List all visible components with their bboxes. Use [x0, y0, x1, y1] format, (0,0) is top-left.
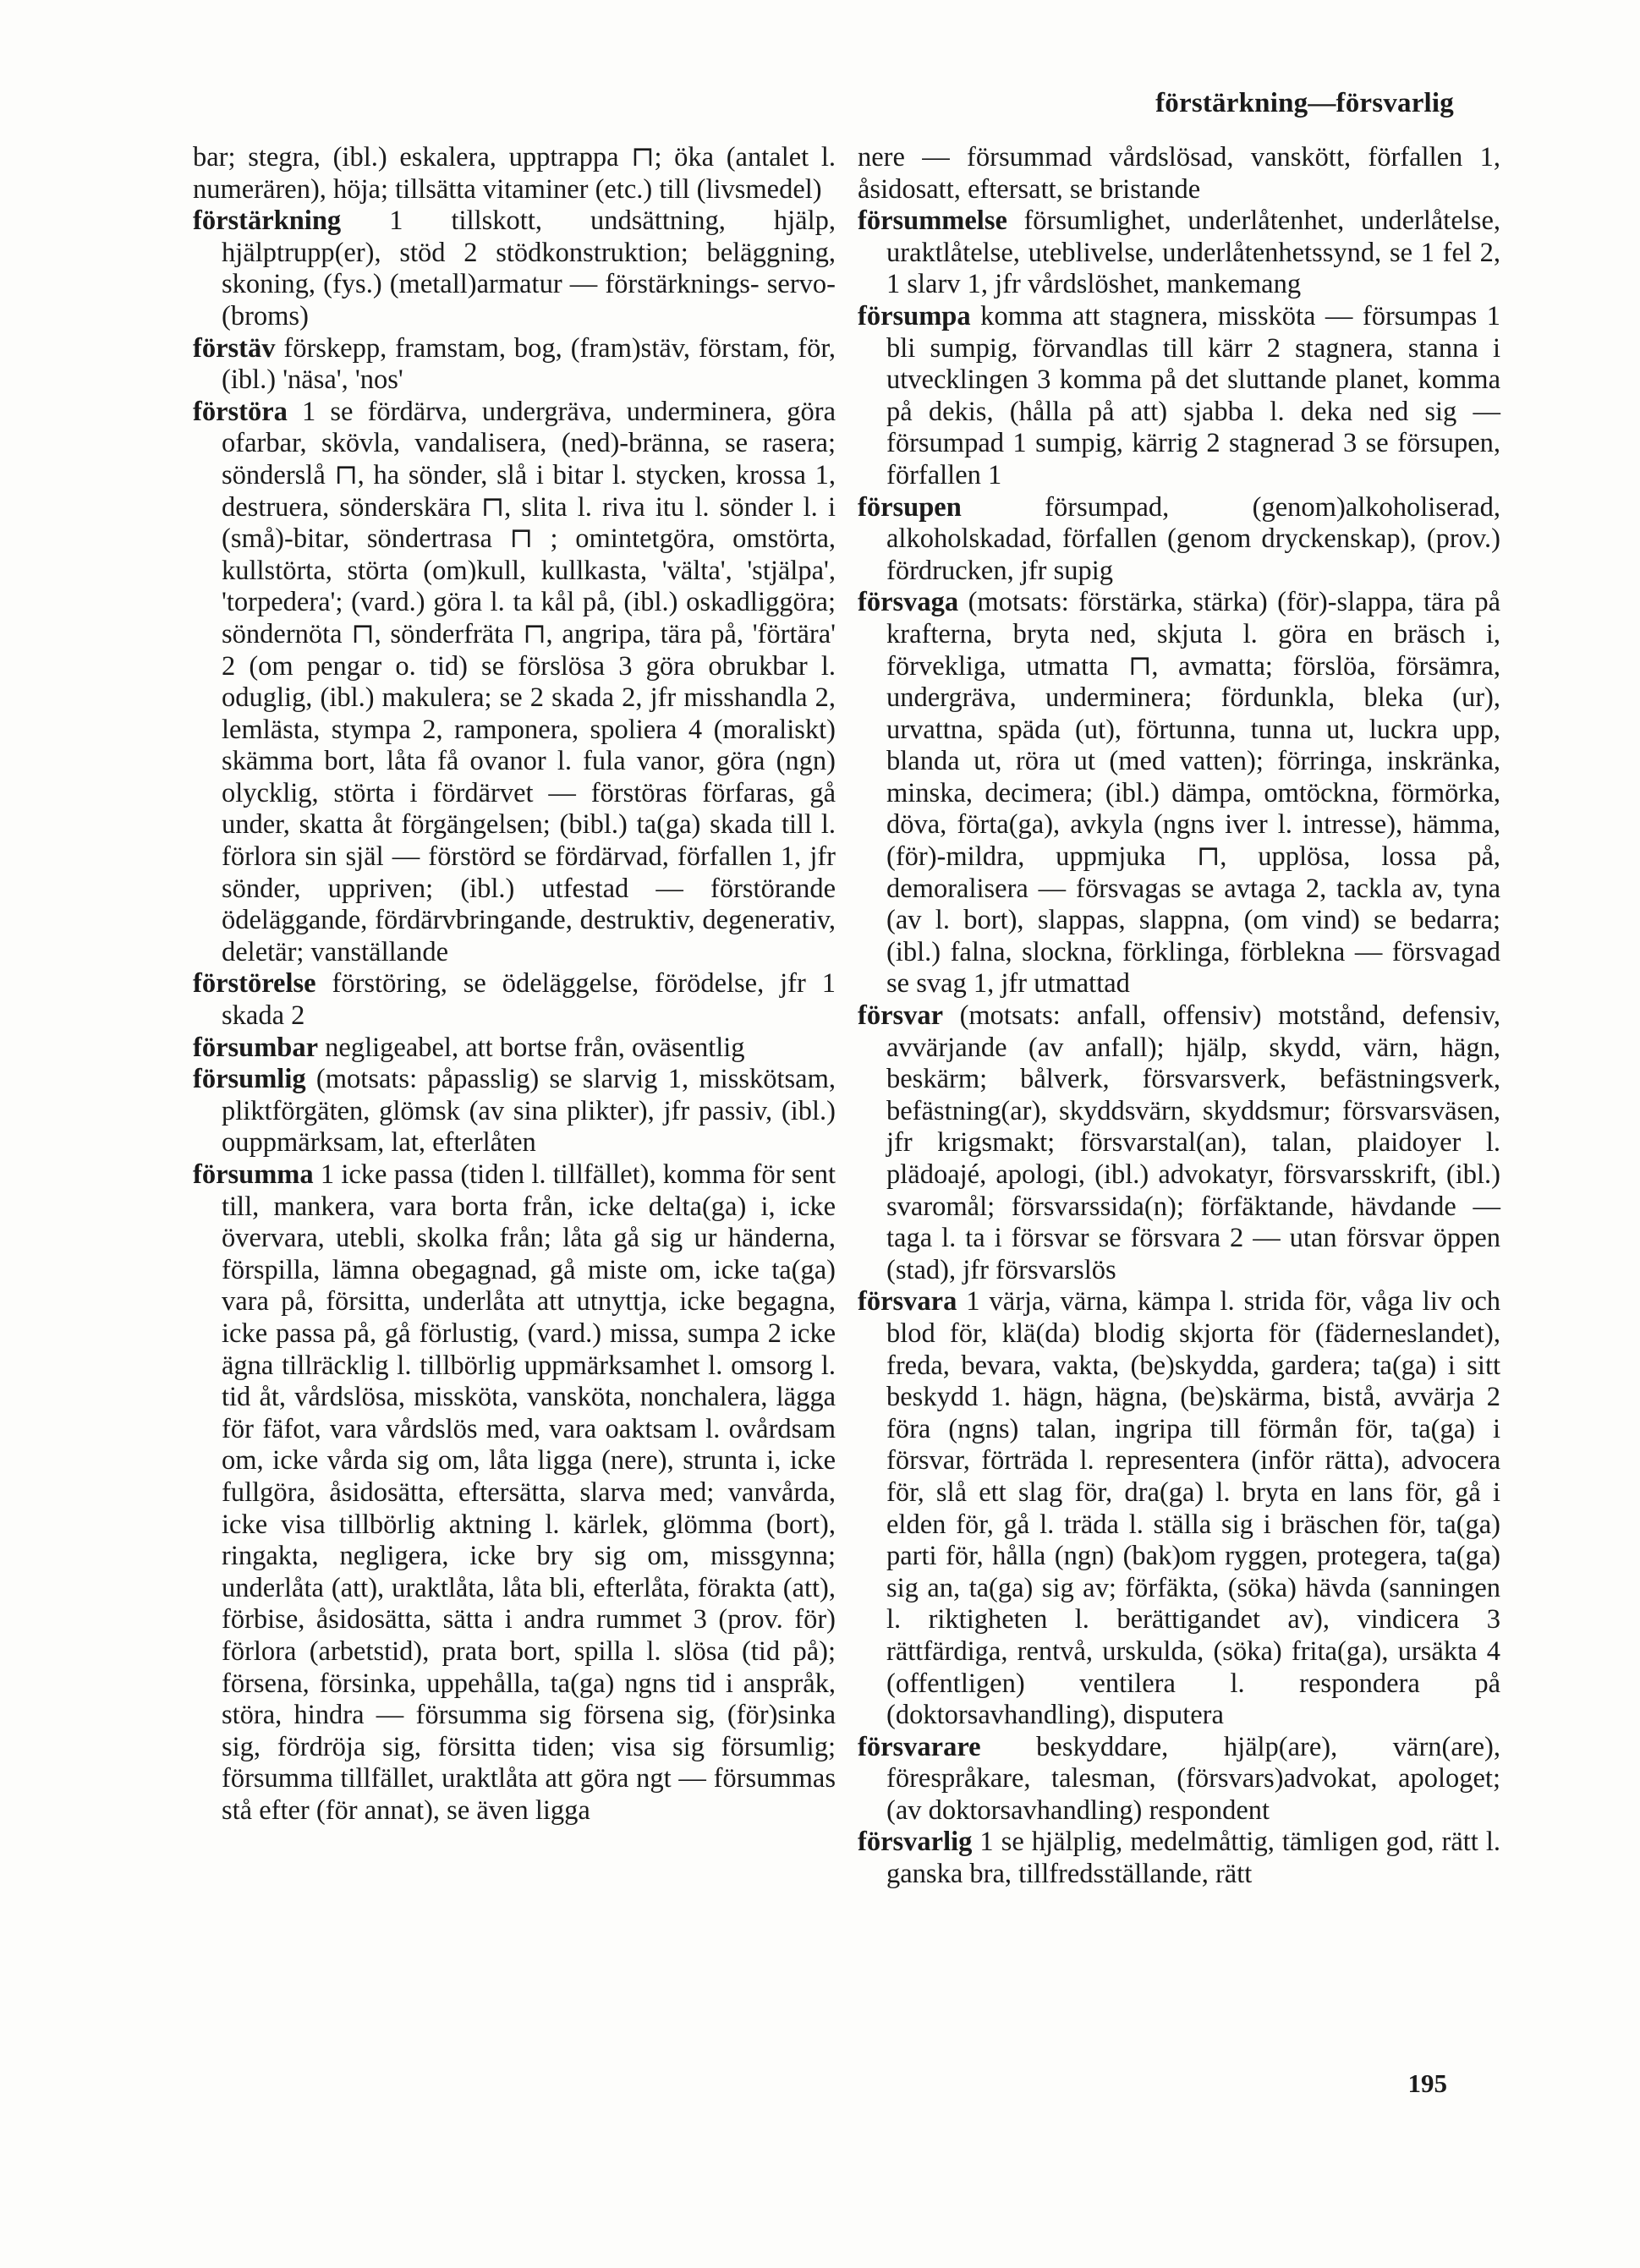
headword: förstäv — [193, 332, 276, 364]
dictionary-entry: försvara 1 värja, värna, kämpa l. strida för, våga liv och blod för, klä(da) blodig skjorta för (fäderneslandet), freda, bevara, vakta, (be)skydda, gardera; ta(ga) i sitt beskydd 1. hägn, hägna, (be)skärma, bistå, avvärja 2 föra (ngns) talan, ingripa till förmån för, ta(ga) i försvar, förträda l. representera (inför rätta), advocera för, slå ett slag för, dra(ga) l. bryta en lans för, gå i elden för, gå l. träda l. ställa sig i bräschen för, ta(ga) parti för, hålla (ngn) (bak)om ryggen, protegera, ta(ga) sig an, ta(ga) sig av; förfäkta, (söka) hävda (sanningen l. riktigheten l. berättigandet av), vindicera 3 rättfärdiga, rentvå, urskulda, (söka) frita(ga), ursäkta 4 (offentligen) ventilera l. respondera på (doktorsavhandling), disputera — [858, 1286, 1500, 1731]
dictionary-entry: försumpa komma att stagnera, missköta — försumpas 1 bli sumpig, förvandlas till kärr 2 stagnera, stanna i utvecklingen 3 komma på det sluttande planet, komma på dekis, (hålla på att) sjabba l. deka ned sig — försumpad 1 sumpig, kärrig 2 stagnerad 3 se försupen, förfallen 1 — [858, 300, 1500, 490]
dictionary-entry: försvarare beskyddare, hjälp(are), värn(are), förespråkare, talesman, (försvars)advokat, apologet; (av doktorsavhandling) respondent — [858, 1731, 1500, 1826]
headword: försvarlig — [858, 1827, 973, 1858]
running-head: förstärkning—försvarlig — [1155, 88, 1454, 118]
dictionary-entry: nere — försummad vårdslösad, vanskött, förfallen 1, åsidosatt, eftersatt, se bristande — [858, 142, 1500, 205]
dictionary-entry: försvarlig 1 se hjälplig, medelmåttig, tämligen god, rätt l. ganska bra, tillfredsställande, rätt — [858, 1827, 1500, 1890]
dictionary-entry: förstäv förskepp, framstam, bog, (fram)stäv, förstam, för, (ibl.) 'näsa', 'nos' — [193, 332, 836, 396]
dictionary-entry: försumbar negligeabel, att bortse från, oväsentlig — [193, 1032, 745, 1063]
right-column — [858, 142, 1500, 1891]
dictionary-entry: försvaga (motsats: förstärka, stärka) (för)-slappa, tära på krafterna, bryta ned, skjuta l. göra en bräsch i, förvekliga, utmatta ⊓, avmatta; förslöa, försämra, undergräva, underminera; fördunkla, bleka (ur), urvattna, späda (ut), förtunna, tunna ut, luckra upp, blanda ut, röra ut (med vatten); förringa, inskränka, minska, decimera; (ibl.) dämpa, omtöckna, förmörka, döva, förta(ga), avkyla (ngns iver l. intresse), hämma, (för)-mildra, uppmjuka ⊓, upplösa, lossa på, demoralisera — försvagas se avtaga 2, tackla av, tyna (av l. bort), slappas, slappna, (om vind) se bedarra; (ibl.) falna, slockna, förklinga, förblekna — försvagad se svag 1, jfr utmattad — [858, 587, 1500, 1000]
dictionary-entry: försvar (motsats: anfall, offensiv) motstånd, defensiv, avvärjande (av anfall); hjälp, skydd, värn, hägn, beskärm; bålverk, försvarsverk, befästningsverk, befästning(ar), skyddsvärn, skyddsmur; försvarsväsen, jfr krigsmakt; försvarstal(an), talan, plaidoyer l. plädoajé, apologi, (ibl.) advokatyr, försvarsskrift, (ibl.) svaromål; försvarssida(n); förfäktande, hävdande — taga l. ta i försvar se försvara 2 — utan försvar öppen (stad), jfr försvarslös — [858, 1000, 1500, 1285]
headword: försvarare — [858, 1731, 981, 1762]
headword: försvaga — [858, 587, 959, 618]
headword: förstärkning — [193, 205, 342, 237]
headword: försumlig — [193, 1064, 306, 1095]
page-number: 195 — [1407, 2068, 1447, 2098]
headword: försummelse — [858, 205, 1007, 237]
headword: försumbar — [193, 1032, 319, 1063]
headword: förstöra — [193, 396, 288, 427]
headword: försvara — [858, 1286, 957, 1318]
dictionary-entry: förstörelse förstöring, se ödeläggelse, förödelse, jfr 1 skada 2 — [193, 968, 836, 1032]
dictionary-entry: försumma 1 icke passa (tiden l. tillfället), komma för sent till, mankera, vara borta från, icke delta(ga) i, icke övervara, utebli, skolka från; låta gå sig ur händerna, förspilla, lämna obegagnad, gå miste om, icke ta(ga) vara på, försitta, underlåta att utnyttja, icke begagna, icke passa på, gå förlustig, (vard.) missa, sumpa 2 icke ägna tillräcklig l. tillbörlig uppmärksamhet l. omsorg l. tid åt, vårdslösa, missköta, vansköta, nonchalera, lägga för fäfot, vara vårdslös med, vara oaktsam l. ovårdsam om, icke vårda sig om, låta ligga (nere), strunta i, icke fullgöra, åsidosätta, eftersätta, slarva med; vanvårda, icke visa tillbörlig aktning l. kärlek, glömma (bort), ringakta, negligera, icke bry sig om, missgynna; underlåta (att), uraktlåta, låta bli, efterlåta, förakta (att), förbise, åsidosätta, sätta i andra rummet 3 (prov. för) förlora (arbetstid), prata bort, spilla l. slösa (tid på); försena, försinka, uppehålla, ta(ga) ngns tid i anspråk, störa, hindra — försumma sig försena sig, (för)sinka sig, fördröja sig, försitta tiden; visa sig försumlig; försumma tillfället, uraktlåta att göra ngt — försummas stå efter (för annat), se även ligga — [193, 1159, 836, 1826]
headword: försumpa — [858, 300, 971, 331]
dictionary-entry: försupen försumpad, (genom)alkoholiserad, alkoholskadad, förfallen (genom dryckenskap), (prov.) fördrucken, jfr supig — [858, 491, 1500, 586]
headword: försumma — [193, 1159, 314, 1190]
dictionary-entry: förstöra 1 se fördärva, undergräva, underminera, göra ofarbar, skövla, vandalisera, (ned)-bränna, se rasera; sönderslå ⊓, ha sönder, slå i bitar l. stycken, krossa 1, destruera, sönderskära ⊓, slita l. riva itu l. sönder l. i (små)-bitar, söndertrasa ⊓ ; omintetgöra, omstörta, kullstörta, störta (om)kull, kullkasta, 'välta', 'stjälpa', 'torpedera'; (vard.) göra l. ta kål på, (ibl.) oskadliggöra; söndernöta ⊓, sönderfräta ⊓, angripa, tära på, 'förtära' 2 (om pengar o. tid) se förslösa 3 göra obrukbar l. oduglig, (ibl.) makulera; se 2 skada 2, jfr misshandla 2, lemlästa, stympa 2, ramponera, spoliera 4 (moraliskt) skämma bort, låta få ovanor l. fula vanor, göra (ngn) olycklig, störta i fördärvet — förstöras förfaras, gå under, skatta åt förgängelsen; (bibl.) ta(ga) skada till l. förlora sin själ — förstörd se fördärvad, förfallen 1, jfr sönder, uppriven; (ibl.) utfestad — förstörande ödeläggande, fördärvbringande, destruktiv, degenerativ, deletär; vanställande — [193, 396, 836, 967]
headword: förstörelse — [193, 968, 316, 1000]
left-column — [193, 142, 836, 1827]
dictionary-entry: försumlig (motsats: påpasslig) se slarvig 1, misskötsam, pliktförgäten, glömsk (av sina plikter), jfr passiv, (ibl.) ouppmärksam, lat, efterlåten — [193, 1064, 836, 1159]
dictionary-entry: bar; stegra, (ibl.) eskalera, upptrappa ⊓; öka (antalet l. numerären), höja; tillsätta vitaminer (etc.) till (livsmedel) — [193, 142, 836, 205]
headword: försvar — [858, 1000, 944, 1032]
dictionary-entry: försummelse försumlighet, underlåtenhet, underlåtelse, uraktlåtelse, uteblivelse, underlåtenhetssynd, se 1 fel 2, 1 slarv 1, jfr vårdslöshet, mankemang — [858, 205, 1500, 300]
dictionary-entry: förstärkning 1 tillskott, undsättning, hjälp, hjälptrupp(er), stöd 2 stödkonstruktion; beläggning, skoning, (fys.) (metall)armatur — förstärknings- servo-(broms) — [193, 205, 836, 331]
headword: försupen — [858, 491, 962, 523]
